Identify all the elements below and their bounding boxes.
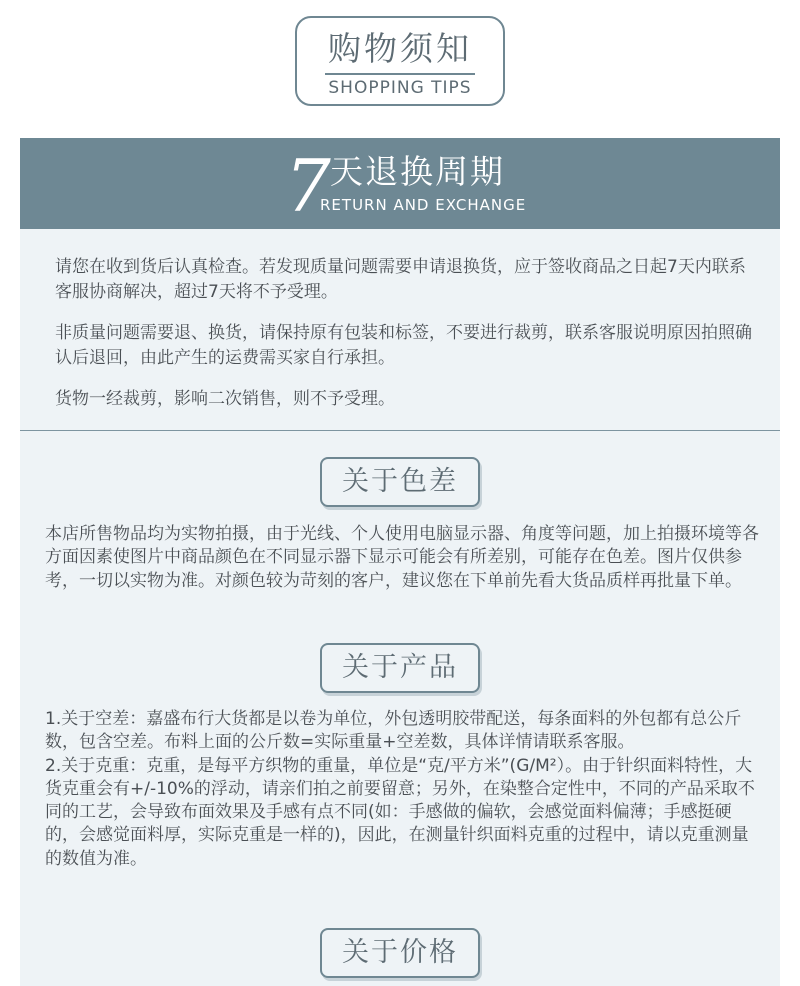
shopping-tips-title: 购物须知	[328, 29, 472, 68]
content-panel	[20, 138, 780, 986]
return-policy-text	[55, 255, 755, 428]
product-heading: 关于产品	[320, 643, 480, 693]
return-paragraph: 非质量问题需要退、换货，请保持原有包装和标签，不要进行裁剪，联系客服说明原因拍照确认后退回，由此产生的运费需买家自行承担。	[55, 323, 752, 368]
shopping-tips-badge	[295, 16, 505, 106]
return-paragraph: 货物一经裁剪，影响二次销售，则不予受理。	[55, 389, 395, 409]
price-heading: 关于价格	[320, 928, 480, 978]
product-item: 2.关于克重：克重，是每平方织物的重量，单位是“克/平方米”(G/M²）。由于针织面料特性，大货克重会有+/-10%的浮动，请亲们拍之前要留意；另外，在染整合定性中，不同的产品采取不同的工艺，会导致布面效果及手感有点不同(如：手感做的偏软，会感觉面料偏薄；手感挺硬的，会感觉面料厚，实际克重是一样的)，因此，在测量针织面料克重的过程中，请以克重测量的数值为准。	[45, 755, 755, 869]
shopping-tips-subtitle: SHOPPING TIPS	[328, 78, 472, 98]
return-exchange-subtitle: RETURN AND EXCHANGE	[320, 196, 527, 214]
section-divider	[20, 430, 780, 431]
product-item: 1.关于空差：嘉盛布行大货都是以卷为单位，外包透明胶带配送，每条面料的外包都有总公斤数，包含空差。布料上面的公斤数=实际重量+空差数，具体详情请联系客服。	[45, 709, 742, 753]
return-exchange-title: 天退换周期	[330, 152, 505, 191]
badge-divider	[325, 73, 475, 75]
product-info-text	[45, 708, 765, 871]
color-difference-heading: 关于色差	[320, 457, 480, 507]
color-difference-text: 本店所售物品均为实物拍摄，由于光线、个人使用电脑显示器、角度等问题，加上拍摄环境等各方面因素使图片中商品颜色在不同显示器下显示可能会有所差别，可能存在色差。图片仅供参考，一切以实物为准。对颜色较为苛刻的客户，建议您在下单前先看大货品质样再批量下单。	[45, 524, 759, 591]
return-days-number: 7	[285, 144, 331, 228]
return-exchange-header	[20, 138, 780, 229]
return-paragraph: 请您在收到货后认真检查。若发现质量问题需要申请退换货，应于签收商品之日起7天内联系客服协商解决，超过7天将不予受理。	[55, 257, 746, 302]
